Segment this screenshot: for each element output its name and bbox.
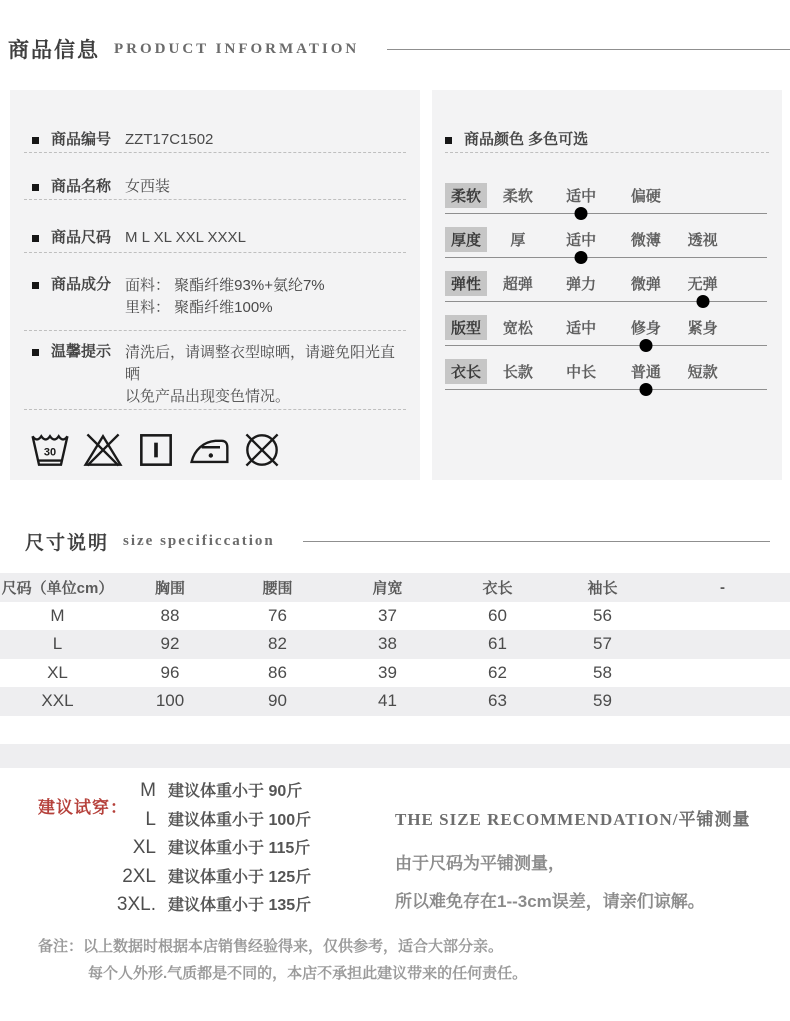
- size-table-header-cell: 袖长: [587, 579, 618, 597]
- color-header-label: 商品颜色 多色可选: [464, 131, 589, 148]
- bottom-note: [38, 933, 527, 987]
- attribute-option: 短款: [687, 364, 718, 381]
- try-on-recommendation-label: 建议试穿：: [38, 798, 128, 817]
- bullet-icon: [445, 137, 452, 144]
- measure-note-line: 由于尺码为平铺测量，: [395, 854, 565, 873]
- svg-text:30: 30: [43, 446, 57, 459]
- section-title-cn: 尺寸说明: [25, 533, 110, 554]
- size-table-cell: L: [52, 634, 63, 654]
- attribute-row: [445, 359, 769, 403]
- bullet-icon: [32, 282, 39, 289]
- attribute-option: 适中: [566, 188, 597, 205]
- attribute-option: 适中: [566, 232, 597, 249]
- attribute-option: 修身: [630, 320, 661, 337]
- size-table-cell: [655, 659, 790, 688]
- product-info-item: [24, 342, 406, 410]
- size-table-row: [0, 630, 790, 659]
- section-title-en: size specificcation: [123, 533, 275, 549]
- size-table-header-cell: 胸围: [154, 579, 185, 597]
- product-info-section-header: [8, 34, 790, 64]
- size-table-cell: 86: [268, 662, 287, 682]
- bullet-icon: [32, 137, 39, 144]
- info-value-line: ZZT17C1502: [125, 131, 214, 148]
- attribute-row: [445, 271, 769, 315]
- info-item-label: 温馨提示: [51, 343, 112, 360]
- bullet-icon: [32, 184, 39, 191]
- attribute-option: 微薄: [630, 232, 661, 249]
- size-table-row: [0, 659, 790, 688]
- size-table-header-row: [0, 573, 790, 602]
- recommendation-item: [100, 778, 360, 807]
- info-value-line: 清洗后，请调整衣型晾晒，请避免阳光直晒: [125, 344, 396, 383]
- size-table-cell: [655, 630, 790, 659]
- size-table-cell: 61: [488, 634, 507, 654]
- care-icons-row: [28, 428, 406, 472]
- size-table: [0, 573, 790, 716]
- size-table-cell: 76: [268, 605, 287, 625]
- attribute-label: 弹性: [445, 271, 487, 296]
- size-table-cell: XXL: [41, 691, 74, 711]
- size-table-header-cell: 尺码（单位cm）: [1, 579, 114, 597]
- info-item-value: [125, 342, 406, 408]
- recommendation-text: 建议体重小于 135斤: [168, 897, 312, 914]
- attribute-option: 长款: [502, 364, 533, 381]
- measure-note-line: 所以难免存在1--3cm误差，请亲们谅解。: [395, 892, 705, 911]
- size-table-cell: [655, 602, 790, 631]
- attribute-option: 中长: [566, 364, 597, 381]
- size-table-cell: 96: [160, 662, 180, 682]
- product-info-item: [24, 130, 406, 153]
- size-table-cell: 41: [378, 691, 397, 711]
- product-info-item: [24, 275, 406, 331]
- attribute-option: 宽松: [502, 320, 533, 337]
- size-table-cell: 56: [593, 605, 612, 625]
- attribute-scale-line: [445, 345, 767, 346]
- recommendation-list: [100, 778, 360, 921]
- color-attributes-panel: [432, 90, 782, 480]
- info-item-label: 商品成分: [51, 276, 112, 293]
- recommendation-text: 建议体重小于 90斤: [168, 783, 303, 800]
- attribute-scale-line: [445, 301, 767, 302]
- attribute-option: 微弹: [630, 276, 661, 293]
- size-spec-section-header: [25, 528, 770, 555]
- wash-30-icon: [28, 428, 72, 472]
- size-table-cell: XL: [47, 662, 68, 682]
- size-table-header-cell: 腰围: [262, 579, 293, 597]
- attribute-label: 版型: [445, 315, 487, 340]
- size-recommendation-block: [395, 805, 780, 914]
- size-table-row: [0, 602, 790, 631]
- bullet-icon: [32, 235, 39, 242]
- color-header: [445, 130, 769, 153]
- note-line: 每个人外形.气质都是不同的，本店不承担此建议带来的任何责任。: [88, 965, 528, 982]
- selected-level-dot: [575, 207, 588, 220]
- attribute-option: 偏硬: [630, 188, 661, 205]
- attribute-option: 透视: [687, 232, 718, 249]
- size-table-cell: 90: [268, 691, 287, 711]
- selected-level-dot: [639, 339, 652, 352]
- info-item-label: 商品名称: [51, 178, 112, 195]
- recommendation-item: [100, 807, 360, 836]
- info-value-line: 以免产品出现变色情况。: [125, 388, 291, 405]
- attribute-label: 厚度: [445, 227, 487, 252]
- selected-level-dot: [696, 295, 709, 308]
- recommendation-size: M: [140, 780, 156, 801]
- attribute-label: 柔软: [445, 183, 487, 208]
- size-table-cell: 59: [593, 691, 612, 711]
- info-value-line: 女西装: [125, 178, 171, 195]
- size-table-cell: 38: [378, 634, 397, 654]
- size-table-cell: 100: [155, 691, 185, 711]
- recommendation-size: XL: [132, 837, 156, 858]
- size-table-row: [0, 687, 790, 716]
- info-item-value: [125, 275, 325, 319]
- separator-band: [0, 744, 790, 768]
- info-item-label: 商品编号: [51, 131, 112, 148]
- attribute-option: 适中: [566, 320, 597, 337]
- bullet-icon: [32, 349, 39, 356]
- section-rule: [303, 541, 770, 542]
- selected-level-dot: [575, 251, 588, 264]
- size-table-cell: 62: [488, 662, 507, 682]
- product-info-item: [24, 177, 406, 200]
- attribute-option: 超弹: [502, 276, 533, 293]
- do-not-bleach-icon: [81, 428, 125, 472]
- info-value-line: 面料： 聚酯纤维93%+氨纶7%: [125, 277, 325, 294]
- iron-icon: [187, 428, 231, 472]
- attribute-option: 柔软: [502, 188, 533, 205]
- section-title-en: PRODUCT INFORMATION: [114, 40, 360, 57]
- attribute-option: 弹力: [566, 276, 597, 293]
- info-item-label: 商品尺码: [51, 229, 112, 246]
- recommendation-text: 建议体重小于 100斤: [168, 811, 312, 829]
- attribute-option: 紧身: [687, 320, 718, 337]
- product-details-panel: [10, 90, 420, 480]
- attribute-scale-line: [445, 257, 767, 258]
- size-table-cell: 58: [593, 662, 612, 682]
- attribute-option: 普通: [630, 364, 661, 381]
- size-table-cell: 57: [593, 634, 612, 654]
- size-table-cell: 88: [160, 605, 180, 625]
- size-table-cell: 39: [378, 662, 397, 682]
- recommendation-item: [100, 835, 360, 864]
- drip-dry-icon: [134, 428, 178, 472]
- size-table-header-cell: 衣长: [482, 579, 513, 597]
- recommendation-item: [100, 892, 360, 921]
- size-table-cell: 92: [160, 634, 180, 654]
- size-table-cell: 63: [488, 691, 507, 711]
- selected-level-dot: [639, 383, 652, 396]
- size-table-cell: [655, 687, 790, 716]
- recommendation-text: 建议体重小于 125斤: [168, 868, 312, 886]
- info-item-value: [125, 228, 246, 248]
- size-recommendation-title: THE SIZE RECOMMENDATION/平铺测量: [395, 810, 751, 829]
- recommendation-size: 2XL: [122, 865, 156, 887]
- recommendation-text: 建议体重小于 115斤: [168, 840, 311, 857]
- size-table-header-cell: -: [720, 578, 725, 596]
- attribute-option: 无弹: [687, 276, 718, 293]
- attribute-row: [445, 227, 769, 271]
- attribute-label: 衣长: [445, 359, 487, 384]
- size-table-cell: 37: [378, 605, 397, 625]
- size-table-header-cell: 肩宽: [372, 579, 403, 597]
- info-item-value: [125, 177, 170, 197]
- section-rule: [387, 49, 790, 50]
- info-value-line: M L XL XXL XXXL: [125, 229, 246, 246]
- attribute-scale-line: [445, 213, 767, 214]
- attribute-row: [445, 183, 769, 227]
- attribute-option: 厚: [510, 232, 526, 249]
- recommendation-item: [100, 864, 360, 893]
- do-not-tumble-dry-icon: [240, 428, 284, 472]
- size-table-cell: 82: [268, 634, 287, 654]
- info-value-line: 里料： 聚酯纤维100%: [125, 299, 273, 316]
- size-table-cell: 60: [488, 605, 507, 625]
- attribute-row: [445, 315, 769, 359]
- info-item-value: [125, 130, 213, 150]
- recommendation-size: L: [145, 808, 156, 830]
- section-title-cn: 商品信息: [8, 39, 100, 62]
- size-table-cell: M: [50, 605, 65, 625]
- attribute-scale-line: [445, 389, 767, 390]
- product-info-item: [24, 228, 406, 253]
- info-panels: [10, 90, 782, 480]
- note-line: 备注：以上数据时根据本店销售经验得来，仅供参考，适合大部分亲。: [38, 938, 504, 955]
- recommendation-size: 3XL.: [116, 894, 156, 915]
